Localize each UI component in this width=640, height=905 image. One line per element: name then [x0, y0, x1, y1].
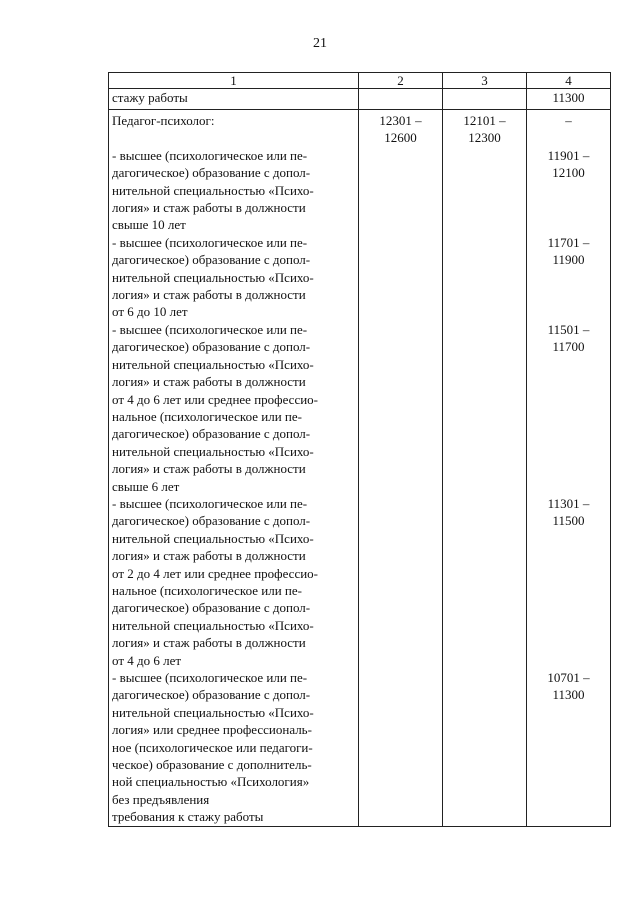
requirement-value-to: 12100: [552, 165, 585, 181]
header-row: [109, 73, 611, 89]
position-title: Педагог-психолог:: [112, 113, 215, 128]
requirement-item: [112, 495, 355, 669]
spacer: [530, 425, 607, 442]
requirement-value: [530, 669, 607, 826]
requirement-value-to: 11300: [552, 687, 585, 703]
continuation-col-2: [359, 89, 443, 110]
spacer: [530, 478, 607, 495]
spacer: [530, 739, 607, 756]
requirement-item: [112, 147, 355, 234]
spacer: [530, 721, 607, 738]
spacer: [530, 756, 607, 773]
page-number: 21: [313, 36, 327, 51]
requirement-line: логия» или среднее профессиональ-: [112, 722, 312, 738]
range-col-3-to: 12300: [468, 130, 501, 146]
requirement-line: дагогическое) образование с допол-: [112, 600, 311, 616]
requirement-line: нительной специальностью «Психо-: [112, 182, 314, 198]
header-col-1: 1: [109, 73, 359, 89]
salary-table: [108, 72, 611, 827]
requirement-value-from: 11901 –: [547, 147, 590, 163]
requirement-line: логия» и стаж работы в должности: [112, 635, 306, 651]
requirement-line: дагогическое) образование с допол-: [112, 426, 311, 442]
requirement-line: дагогическое) образование с допол-: [112, 687, 311, 703]
requirement-line: - высшее (психологическое или пе-: [112, 234, 308, 250]
requirement-line: свыше 6 лет: [112, 478, 180, 494]
spacer: [530, 617, 607, 634]
spacer: [530, 129, 607, 146]
spacer: [530, 356, 607, 373]
spacer: [112, 129, 355, 146]
requirement-value-to: 11700: [552, 339, 585, 355]
requirement-line: логия» и стаж работы в должности: [112, 461, 306, 477]
requirement-line: нительной специальностью «Психо-: [112, 269, 314, 285]
requirement-item: [112, 669, 355, 826]
requirement-line: ное (психологическое или педагоги-: [112, 739, 313, 755]
range-col-3-from: 12101 –: [463, 113, 506, 128]
requirement-value: [530, 495, 607, 669]
requirement-value-from: 10701 –: [547, 670, 590, 685]
range-col-2-cell: [359, 110, 443, 827]
spacer: [530, 408, 607, 425]
requirement-line: - высшее (психологическое или пе-: [112, 321, 308, 337]
spacer: [530, 443, 607, 460]
requirement-line: от 2 до 4 лет или среднее профессио-: [112, 565, 318, 581]
spacer: [530, 303, 607, 320]
spacer: [530, 373, 607, 390]
requirement-line: свыше 10 лет: [112, 217, 186, 233]
spacer: [530, 216, 607, 233]
requirement-line: - высшее (психологическое или пе-: [112, 495, 308, 511]
requirement-value-to: 11900: [552, 252, 585, 268]
range-col-2-to: 12600: [384, 130, 417, 146]
spacer: [530, 652, 607, 669]
requirement-line: ческое) образование с дополнитель-: [112, 757, 312, 773]
spacer: [530, 530, 607, 547]
requirement-line: от 4 до 6 лет: [112, 652, 182, 668]
spacer: [530, 704, 607, 721]
requirement-value-to: 11500: [552, 513, 585, 529]
continuation-col-3: [443, 89, 527, 110]
requirement-line: нительной специальностью «Психо-: [112, 704, 314, 720]
requirement-line: - высшее (психологическое или пе-: [112, 670, 308, 685]
range-col-3-cell: [443, 110, 527, 827]
continuation-row: [109, 89, 611, 110]
range-col-4-dash: –: [565, 113, 572, 128]
range-col-4-cell: [527, 110, 611, 827]
requirement-line: требования к стажу работы: [112, 809, 264, 825]
requirement-line: нительной специальностью «Психо-: [112, 530, 314, 546]
requirement-line: без предъявления: [112, 791, 210, 807]
requirement-line: логия» и стаж работы в должности: [112, 374, 306, 390]
requirement-line: дагогическое) образование с допол-: [112, 165, 311, 181]
requirement-value-from: 11301 –: [547, 495, 590, 511]
requirement-line: от 4 до 6 лет или среднее профессио-: [112, 391, 318, 407]
requirements-list: [112, 147, 355, 826]
requirement-line: - высшее (психологическое или пе-: [112, 147, 308, 163]
requirement-line: нительной специальностью «Психо-: [112, 356, 314, 372]
spacer: [530, 634, 607, 651]
requirement-value: [530, 321, 607, 495]
spacer: [530, 582, 607, 599]
header-col-2: 2: [359, 73, 443, 89]
requirement-value-from: 11501 –: [547, 321, 590, 337]
spacer: [530, 773, 607, 790]
header-col-3: 3: [443, 73, 527, 89]
spacer: [530, 182, 607, 199]
requirement-line: нительной специальностью «Психо-: [112, 443, 314, 459]
requirement-line: логия» и стаж работы в должности: [112, 287, 306, 303]
requirement-item: [112, 321, 355, 495]
requirement-line: логия» и стаж работы в должности: [112, 200, 306, 216]
requirement-value-from: 11701 –: [547, 234, 590, 250]
spacer: [530, 199, 607, 216]
spacer: [530, 547, 607, 564]
spacer: [530, 599, 607, 616]
requirement-line: от 6 до 10 лет: [112, 304, 188, 320]
requirement-line: ной специальностью «Психология»: [112, 774, 310, 790]
spacer: [530, 460, 607, 477]
range-col-2-from: 12301 –: [379, 113, 422, 128]
psychologist-row: [109, 110, 611, 827]
requirement-line: дагогическое) образование с допол-: [112, 252, 311, 268]
spacer: [530, 791, 607, 808]
continuation-value: 11300: [527, 89, 611, 110]
requirement-value: [530, 147, 607, 234]
header-col-4: 4: [527, 73, 611, 89]
requirement-line: логия» и стаж работы в должности: [112, 548, 306, 564]
requirement-line: дагогическое) образование с допол-: [112, 339, 311, 355]
requirement-values: [530, 147, 607, 826]
requirement-line: нальное (психологическое или пе-: [112, 408, 302, 424]
requirement-item: [112, 234, 355, 321]
requirement-line: нительной специальностью «Психо-: [112, 617, 314, 633]
spacer: [530, 269, 607, 286]
requirement-line: дагогическое) образование с допол-: [112, 513, 311, 529]
requirement-value: [530, 234, 607, 321]
continuation-text: стажу работы: [109, 89, 359, 110]
position-description-cell: [109, 110, 359, 827]
spacer: [530, 286, 607, 303]
requirement-line: нальное (психологическое или пе-: [112, 582, 302, 598]
spacer: [530, 391, 607, 408]
spacer: [530, 808, 607, 825]
spacer: [530, 565, 607, 582]
